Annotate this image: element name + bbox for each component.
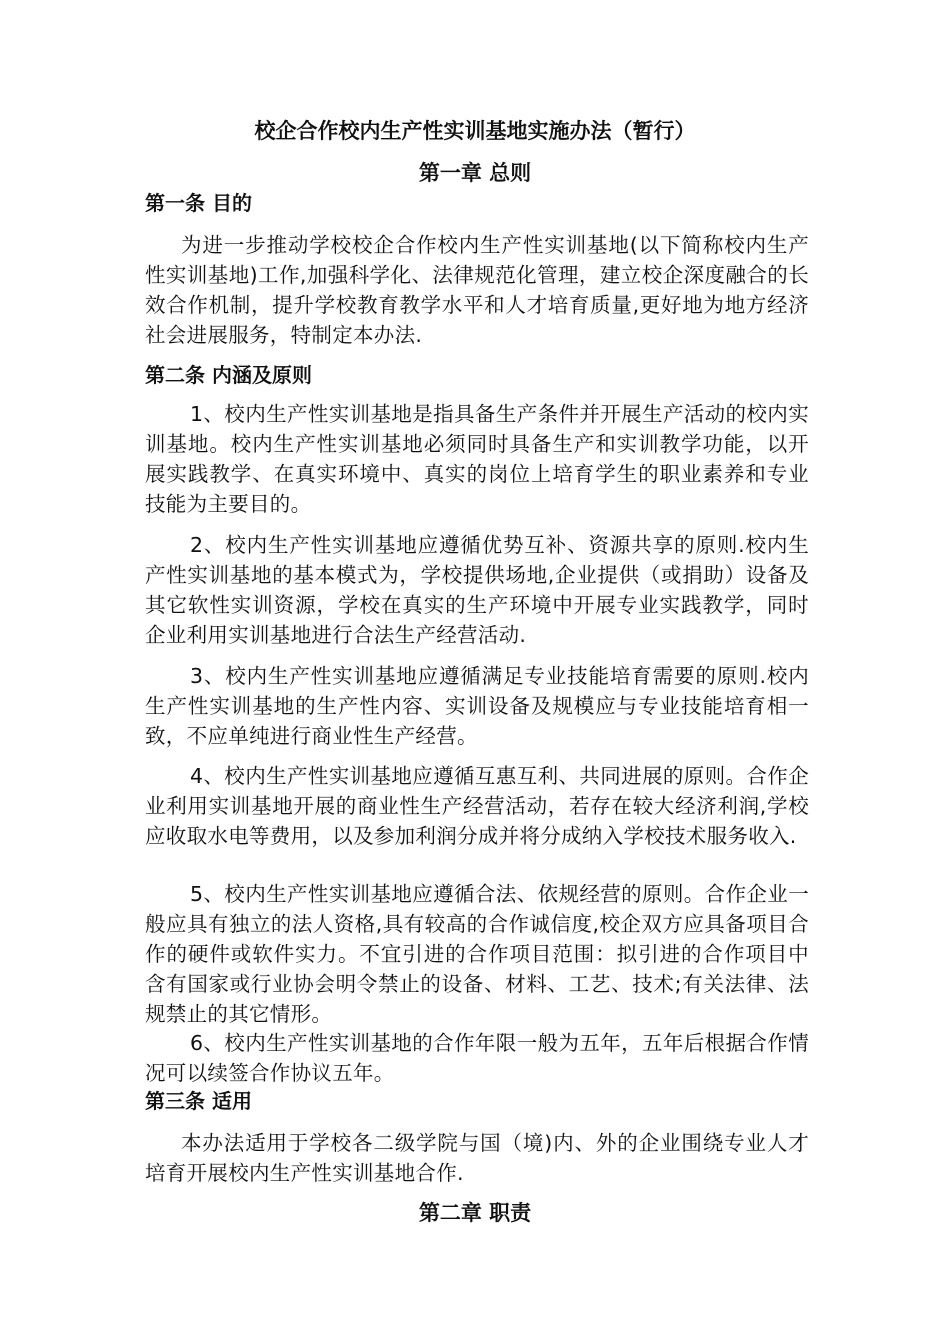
article-3-heading: 第三条 适用 xyxy=(145,1089,252,1113)
chapter-2-heading: 第二章 职责 xyxy=(418,1201,532,1225)
article-2-item-1: 1、校内生产性实训基地是指具备生产条件并开展生产活动的校内实训基地。校内生产性实训基地必须同时具备生产和实训教学功能，以开展实践教学、在真实环境中、真实的岗位上培育学生的职业素养和专业技能为主要目的。 xyxy=(145,402,809,516)
article-2-item-3: 3、校内生产性实训基地应遵循满足专业技能培育需要的原则.校内生产性实训基地的生产性内容、实训设备及规模应与专业技能培育相一致，不应单纯进行商业性生产经营。 xyxy=(145,664,809,748)
article-2-item-5: 5、校内生产性实训基地应遵循合法、依规经营的原则。合作企业一般应具有独立的法人资格,具有较高的合作诚信度,校企双方应具备项目合作的硬件或软件实力。不宜引进的合作项目范围：拟引进的合作项目中含有国家或行业协会明令禁止的设备、材料、工艺、技术;有关法律、法规禁止的其它情形。 xyxy=(145,882,809,1026)
chapter-1-heading: 第一章 总则 xyxy=(418,161,532,185)
article-2-heading: 第二条 内涵及原则 xyxy=(145,363,312,387)
document-title: 校企合作校内生产性实训基地实施办法（暂行） xyxy=(254,119,696,143)
article-2-item-4: 4、校内生产性实训基地应遵循互惠互利、共同进展的原则。合作企业利用实训基地开展的商业性生产经营活动，若存在较大经济利润,学校应收取水电等费用，以及参加利润分成并将分成纳入学校技术服务收入. xyxy=(145,764,809,848)
article-2-item-6: 6、校内生产性实训基地的合作年限一般为五年，五年后根据合作情况可以续签合作协议五年。 xyxy=(145,1031,809,1085)
article-1-paragraph: 为进一步推动学校校企合作校内生产性实训基地(以下简称校内生产性实训基地)工作,加强科学化、法律规范化管理，建立校企深度融合的长效合作机制，提升学校教育教学水平和人才培育质量,更好地为地方经济社会进展服务，特制定本办法. xyxy=(145,233,809,347)
article-1-heading: 第一条 目的 xyxy=(145,191,252,215)
article-3-paragraph: 本办法适用于学校各二级学院与国（境)内、外的企业围绕专业人才培育开展校内生产性实训基地合作. xyxy=(145,1131,809,1185)
article-2-item-2: 2、校内生产性实训基地应遵循优势互补、资源共享的原则.校内生产性实训基地的基本模式为，学校提供场地,企业提供（或捐助）设备及其它软性实训资源，学校在真实的生产环境中开展专业实践教学，同时企业利用实训基地进行合法生产经营活动. xyxy=(145,533,809,647)
